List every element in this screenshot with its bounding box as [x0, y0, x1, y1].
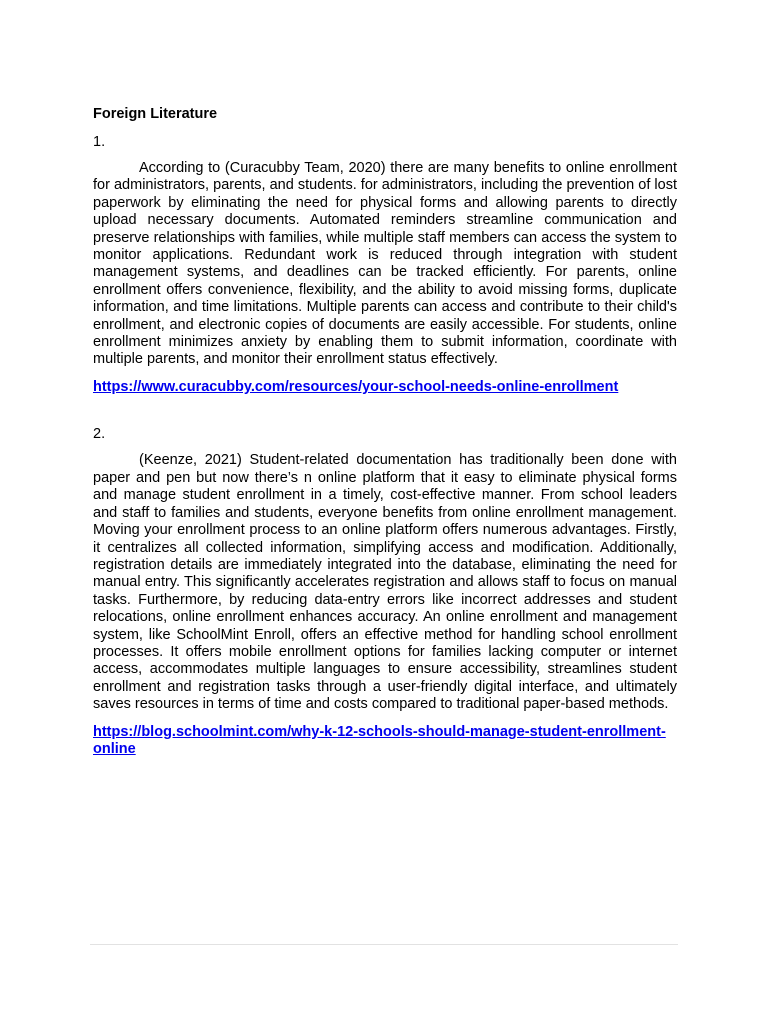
- entry-link-2[interactable]: https://blog.schoolmint.com/why-k-12-schools-should-manage-student-enrollment-online: [93, 723, 666, 758]
- entry-link-1[interactable]: https://www.curacubby.com/resources/your-school-needs-online-enrollment: [93, 378, 619, 395]
- entry-paragraph-1: According to (Curacubby Team, 2020) there are many benefits to online enrollment for administrators, parents, and students. for administrators, including the prevention of lost paperwork by eliminating the need for physical forms and allowing parents to directly upload necessary documents. Automated reminders streamline communication and preserve relationships with families, while multiple staff members can access the system to monitor applications. Redundant work is reduced through integration with student management systems, and deadlines can be tracked efficiently. For parents, online enrollment offers convenience, flexibility, and the ability to avoid missing forms, duplicate information, and time limitations. Multiple parents can access and contribute to their child's enrollment, and electronic copies of documents are easily accessible. For students, online enrollment minimizes anxiety by enabling them to submit information, coordinate with multiple parents, and monitor their enrollment status effectively.: [93, 160, 677, 368]
- entry-number-1: 1.: [93, 134, 106, 150]
- footer-divider: [90, 944, 678, 945]
- entry-number-2: 2.: [93, 426, 106, 443]
- section-heading: Foreign Literature: [93, 106, 218, 122]
- entry-paragraph-2: (Keenze, 2021) Student-related documentation has traditionally been done with paper and pen but now there’s n online platform that it easy to eliminate physical forms and manage student enrollment in a timely, cost-effective manner. From school leaders and staff to families and students, everyone benefits from online enrollment management. Moving your enrollment process to an online platform offers numerous advantages. Firstly, it centralizes all collected information, simplifying access and modification. Additionally, registration details are immediately integrated into the database, eliminating the need for manual entry. This significantly accelerates registration and allows staff to focus on manual tasks. Furthermore, by reducing data-entry errors like incorrect addresses and student relocations, online enrollment enhances accuracy. An online enrollment and management system, like SchoolMint Enroll, offers an effective method for handling school enrollment processes. It offers mobile enrollment options for families lacking computer or internet access, accommodates multiple languages to ensure accessibility, streamlines student enrollment and registration tasks through a user-friendly digital interface, and ultimately saves resources in terms of time and costs compared to traditional paper-based methods.: [93, 452, 677, 713]
- document-body: [93, 104, 677, 759]
